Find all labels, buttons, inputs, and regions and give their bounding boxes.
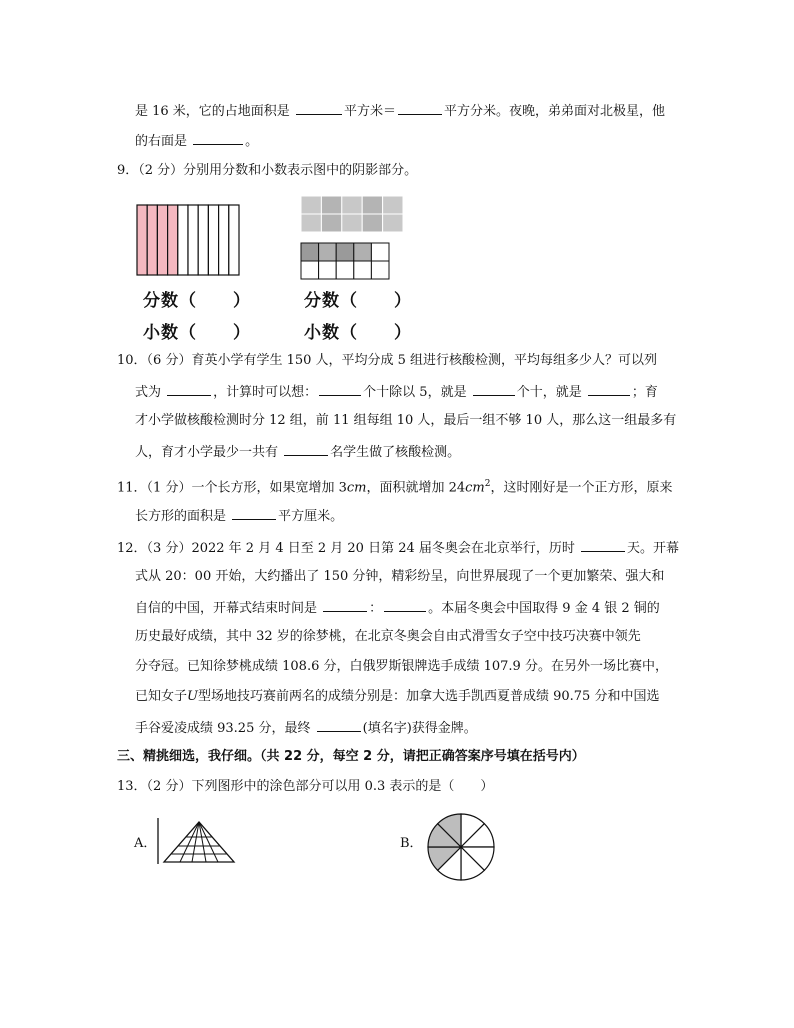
- blank-strip: [208, 205, 218, 275]
- q10-text: 名学生做了核酸检测。: [330, 445, 461, 460]
- shaded-cell: [319, 243, 337, 261]
- q13-option-b-label[interactable]: B．: [400, 836, 423, 851]
- q9-left-decimal-label: 小数（ ）: [143, 323, 251, 343]
- q9-right-bottom-grid: [300, 242, 390, 280]
- blank-cell: [354, 261, 372, 279]
- q8-text: 。: [245, 134, 259, 149]
- q12-text: ：: [369, 601, 383, 616]
- q12-text: 天。开幕: [627, 541, 680, 556]
- q10-line2: [135, 381, 658, 403]
- q12-text: 型场地技巧赛前两名的成绩分别是：加拿大选手凯西夏普成绩 90.75 分和中国选: [197, 689, 660, 704]
- q9-right-fraction-label: 分数（ ）: [304, 291, 412, 311]
- q11-line1: [117, 474, 673, 498]
- q12-text: 12．（3 分）2022 年 2 月 4 日至 2 月 20 日第 24 届冬奥会在北京举行，历时: [117, 541, 575, 556]
- blank-cell: [301, 261, 319, 279]
- shaded-strip: [137, 205, 147, 275]
- answer-blank[interactable]: [296, 100, 342, 115]
- u-letter: U: [187, 689, 198, 704]
- q12-text: 手谷爱凌成绩 93.25 分，最终: [135, 721, 311, 736]
- q9-stem: 9．（2 分）分别用分数和小数表示图中的阴影部分。: [117, 163, 418, 178]
- q10-text: 人，育才小学最少一共有: [135, 445, 279, 460]
- shaded-strip: [157, 205, 167, 275]
- blank-strip: [229, 205, 239, 275]
- q11-line2: [135, 505, 343, 527]
- blank-cell: [371, 261, 389, 279]
- answer-blank[interactable]: [167, 381, 211, 396]
- q10-line3: 才小学做核酸检测时分 12 组，前 11 组每组 10 人，最后一组不够 10 人，那么这一组最多有: [135, 413, 677, 428]
- q11-text: ，这时刚好是一个正方形，原来: [490, 480, 673, 496]
- answer-blank[interactable]: [193, 130, 243, 145]
- superscript-2: 2: [484, 479, 491, 489]
- shaded-strip: [168, 205, 178, 275]
- q12-text: 自信的中国，开幕式结束时间是: [135, 601, 318, 616]
- q13-option-b-pie-figure[interactable]: [426, 812, 496, 882]
- q10-text: 个十，就是: [516, 385, 582, 400]
- shaded-cell: [321, 196, 341, 214]
- shaded-cell: [354, 243, 372, 261]
- blank-cell: [371, 243, 389, 261]
- q13-option-a-figure[interactable]: [156, 818, 236, 866]
- q8-line1: [135, 100, 665, 122]
- shaded-cell: [362, 196, 382, 214]
- answer-blank[interactable]: [319, 381, 361, 396]
- q10-text: ，计算时可以想：: [213, 385, 318, 400]
- q12-line4: 历史最好成绩，其中 32 岁的徐梦桃，在北京冬奥会自由式滑雪女子空中技巧决赛中领先: [135, 629, 641, 644]
- q12-line7: [135, 717, 477, 739]
- blank-strip: [219, 205, 229, 275]
- shaded-cell: [321, 214, 341, 232]
- q10-text: 式为: [135, 385, 162, 400]
- blank-cell: [319, 261, 337, 279]
- unit-cm: cm: [346, 480, 367, 496]
- q13-option-a-label[interactable]: A．: [134, 836, 157, 851]
- shaded-cell: [336, 243, 354, 261]
- q12-line1: [117, 537, 679, 559]
- q8-text: 平方米＝: [343, 104, 396, 119]
- q11-text: 平方厘米。: [278, 509, 344, 524]
- answer-blank[interactable]: [398, 100, 442, 115]
- shaded-cell: [342, 196, 362, 214]
- answer-blank[interactable]: [323, 597, 367, 612]
- q8-text: 平方分米。夜晚，弟弟面对北极星，他: [443, 104, 665, 119]
- q12-line2: 式从 20：00 开始，大约播出了 150 分钟，精彩纷呈，向世界展现了一个更加繁荣、强大和: [135, 569, 665, 584]
- q12-line5: 分夺冠。已知徐梦桃成绩 108.6 分，白俄罗斯银牌选手成绩 107.9 分。在另外一场比赛中，: [135, 659, 668, 674]
- answer-blank[interactable]: [232, 505, 276, 520]
- q10-line1: 10．（6 分）育英小学有学生 150 人，平均分成 5 组进行核酸检测，平均每组多少人？可以列: [117, 353, 658, 368]
- q9-right-decimal-label: 小数（ ）: [304, 323, 412, 343]
- shaded-cell: [301, 243, 319, 261]
- q12-text: 已知女子: [135, 689, 188, 704]
- shaded-cell: [342, 214, 362, 232]
- answer-blank[interactable]: [588, 381, 630, 396]
- shaded-cell: [362, 214, 382, 232]
- q8-line2: [135, 130, 258, 152]
- blank-cell: [336, 261, 354, 279]
- answer-blank[interactable]: [473, 381, 515, 396]
- shaded-cell: [383, 196, 403, 214]
- q9-left-fraction-label: 分数（ ）: [143, 291, 251, 311]
- q8-text: 是 16 米，它的占地面积是: [135, 104, 290, 119]
- shaded-strip: [147, 205, 157, 275]
- blank-strip: [188, 205, 198, 275]
- unit-cm2: cm: [465, 480, 485, 496]
- answer-blank[interactable]: [284, 441, 328, 456]
- blank-strip: [198, 205, 208, 275]
- blank-strip: [178, 205, 188, 275]
- answer-blank[interactable]: [384, 597, 426, 612]
- answer-blank[interactable]: [317, 717, 361, 732]
- q12-line6: [135, 687, 659, 707]
- q11-text: 长方形的面积是: [135, 509, 227, 524]
- q11-text: ，面积就增加 24: [366, 480, 466, 496]
- section-heading: 三、精挑细选，我仔细。（共 22 分，每空 2 分，请把正确答案序号填在括号内）: [117, 749, 585, 764]
- q12-text: 。本届冬奥会中国取得 9 金 4 银 2 铜的: [428, 601, 660, 616]
- shaded-cell: [301, 196, 321, 214]
- q10-text: ；育: [631, 385, 658, 400]
- q12-line3: [135, 597, 660, 619]
- q10-line4: [135, 441, 460, 463]
- q8-text: 的右面是: [135, 134, 188, 149]
- q13-stem: 13．（2 分）下列图形中的涂色部分可以用 0.3 表示的是（ ）: [117, 779, 494, 794]
- q11-text: 11．（1 分）一个长方形，如果宽增加 3: [117, 480, 347, 496]
- shaded-cell: [383, 214, 403, 232]
- q10-text: 个十除以 5，就是: [363, 385, 467, 400]
- q12-text: (填名字)获得金牌。: [362, 721, 477, 736]
- shaded-cell: [301, 214, 321, 232]
- q9-left-bar-figure: [136, 204, 240, 276]
- answer-blank[interactable]: [581, 537, 625, 552]
- q9-right-top-grid: [300, 195, 404, 233]
